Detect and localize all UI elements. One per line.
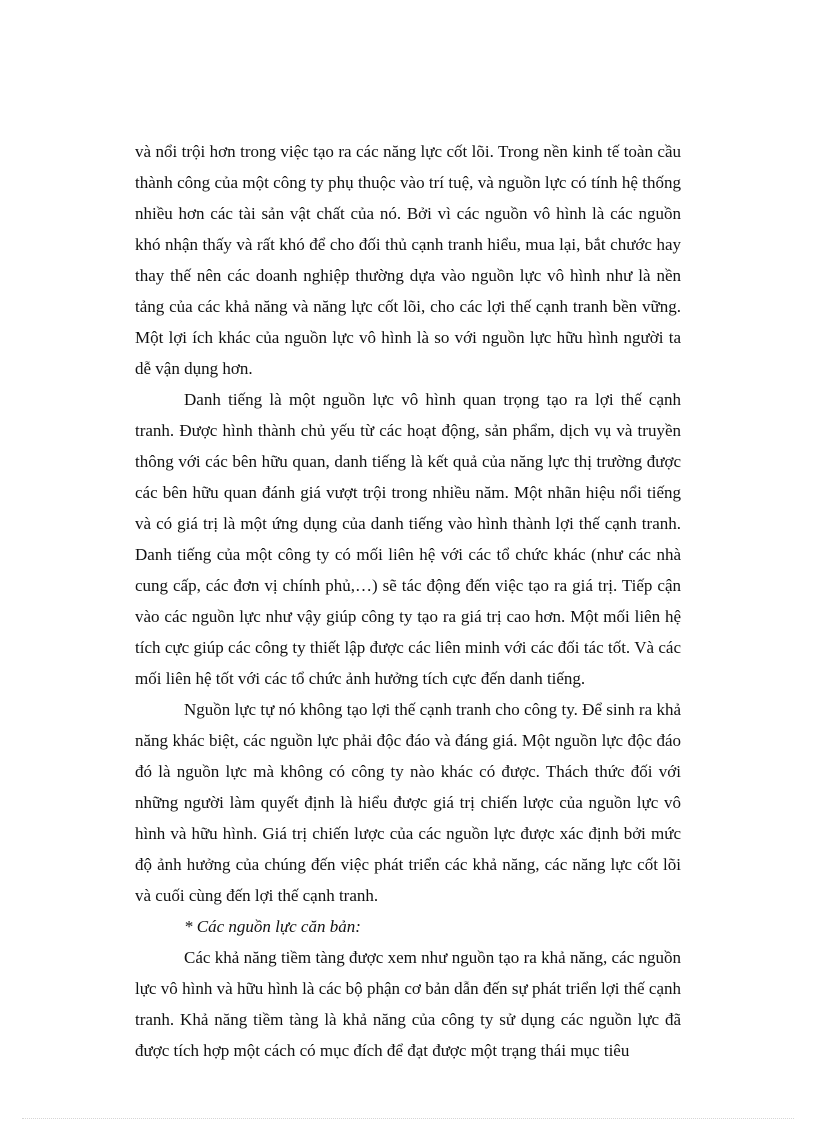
page-bottom-border bbox=[22, 1118, 794, 1119]
paragraph-capabilities: Các khả năng tiềm tàng được xem như nguồn tạo ra khả năng, các nguồn lực vô hình và hữu hình là các bộ phận cơ bản dẫn đến sự phát triển lợi thế cạnh tranh. Khả năng tiềm tàng là khả năng của công ty sử dụng các nguồn lực đã được tích hợp một cách có mục đích để đạt được một trạng thái mục tiêu bbox=[135, 948, 681, 1060]
paragraph-intangible-resources: và nổi trội hơn trong việc tạo ra các năng lực cốt lõi. Trong nền kinh tế toàn cầu thành công của một công ty phụ thuộc vào trí tuệ, và nguồn lực có tính hệ thống nhiều hơn các tài sản vật chất của nó. Bởi vì các nguồn vô hình là các nguồn khó nhận thấy và rất khó để cho đối thủ cạnh tranh hiểu, mua lại, bắt chước hay thay thế nên các doanh nghiệp thường dựa vào nguồn lực vô hình như là nền tảng của các khả năng và năng lực cốt lõi, cho các lợi thế cạnh tranh bền vững. Một lợi ích khác của nguồn lực vô hình là so với nguồn lực hữu hình người ta dễ vận dụng hơn. bbox=[135, 142, 681, 378]
document-body bbox=[135, 136, 681, 1066]
paragraph-resource-value: Nguồn lực tự nó không tạo lợi thế cạnh tranh cho công ty. Để sinh ra khả năng khác biệt, các nguồn lực phải độc đáo và đáng giá. Một nguồn lực độc đáo đó là nguồn lực mà không có công ty nào khác có được. Thách thức đối với những người làm quyết định là hiểu được giá trị chiến lược của nguồn lực vô hình và hữu hình. Giá trị chiến lược của các nguồn lực được xác định bởi mức độ ảnh hưởng của chúng đến việc phát triển các khả năng, các năng lực cốt lõi và cuối cùng đến lợi thế cạnh tranh. bbox=[135, 700, 681, 905]
paragraph-reputation: Danh tiếng là một nguồn lực vô hình quan trọng tạo ra lợi thế cạnh tranh. Được hình thành chủ yếu từ các hoạt động, sản phẩm, dịch vụ và truyền thông với các bên hữu quan, danh tiếng là kết quả của năng lực thị trường được các bên hữu quan đánh giá vượt trội trong nhiều năm. Một nhãn hiệu nổi tiếng và có giá trị là một ứng dụng của danh tiếng vào hình thành lợi thế cạnh tranh. Danh tiếng của một công ty có mối liên hệ với các tổ chức khác (như các nhà cung cấp, các đơn vị chính phủ,…) sẽ tác động đến việc tạo ra giá trị. Tiếp cận vào các nguồn lực như vậy giúp công ty tạo ra giá trị cao hơn. Một mối liên hệ tích cực giúp các công ty thiết lập được các liên minh với các đối tác tốt. Và các mối liên hệ tốt với các tổ chức ảnh hưởng tích cực đến danh tiếng. bbox=[135, 390, 681, 688]
section-heading-basic-resources: * Các nguồn lực căn bản: bbox=[184, 917, 361, 936]
